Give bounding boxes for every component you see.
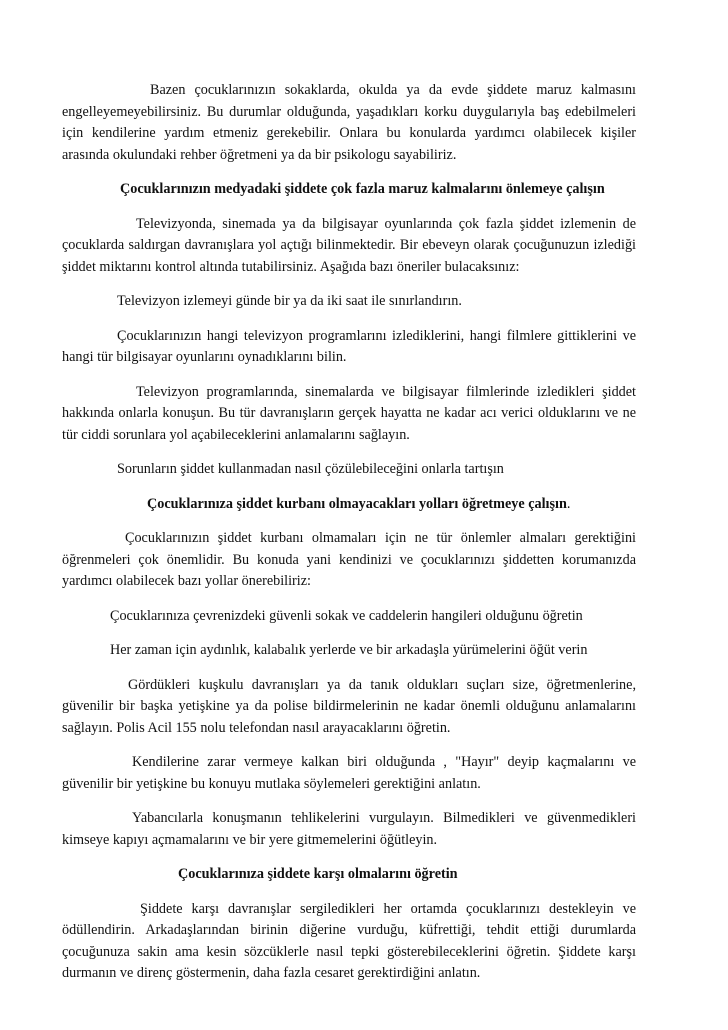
block-text: Sorunların şiddet kullanmadan nasıl çözülebileceğini onlarla tartışın (117, 461, 504, 477)
body-paragraph (62, 675, 636, 740)
list-line (62, 291, 636, 313)
block-text: Çocuklarınızın medyadaki şiddete çok fazla maruz kalmalarını önlemeye çalışın (120, 181, 605, 197)
section-heading (62, 179, 636, 201)
block-text: Gördükleri kuşkulu davranışları ya da tanık oldukları suçları size, öğretmenlerine, güvenilir bir başka yetişkine ya da polise bildirmelerinin ne kadar önemli olduğunu anlamalarını sağlayın. Polis Acil 155 nolu telefondan nasıl arayacaklarını öğretin. (62, 676, 636, 736)
list-line (62, 459, 636, 481)
block-text: Televizyonda, sinemada ya da bilgisayar oyunlarında çok fazla şiddet izlemenin de çocuklarda saldırgan davranışlara yol açtığı bilinmektedir. Bir ebeveyn olarak çocuğunuzun izlediği şiddet miktarını kontrol altında tutabilirsiniz. Aşağıda bazı öneriler bulacaksınız: (62, 215, 636, 275)
heading-suffix: . (566, 495, 571, 512)
body-paragraph (62, 326, 636, 369)
block-text: Çocuklarınıza şiddete karşı olmalarını öğretin (178, 866, 458, 882)
document-page (62, 80, 636, 998)
body-paragraph (62, 752, 636, 795)
list-line (62, 606, 636, 628)
body-paragraph (62, 899, 636, 985)
list-line (62, 640, 636, 662)
section-heading (62, 864, 636, 886)
body-paragraph (62, 528, 636, 593)
body-paragraph (62, 808, 636, 851)
block-text: Çocuklarınıza çevrenizdeki güvenli sokak ve caddelerin hangileri olduğunu öğretin (110, 607, 583, 624)
block-text: Çocuklarınızın şiddet kurbanı olmamaları için ne tür önlemler almaları gerektiğini öğrenmeleri çok önemlidir. Bu konuda yani kendinizi ve çocuklarınızı şiddetten korumanızda yardımcı olabilecek bazı yollar önerebiliriz: (62, 530, 636, 589)
block-text: Kendilerine zarar vermeye kalkan biri olduğunda , "Hayır" deyip kaçmalarını ve güvenilir bir yetişkine bu konuyu mutlaka söylemeleri gerektiğini anlatın. (62, 754, 636, 792)
block-text: Televizyon izlemeyi günde bir ya da iki saat ile sınırlandırın. (117, 293, 462, 309)
block-text: Şiddete karşı davranışlar sergiledikleri her ortamda çocuklarınızı destekleyin ve ödüllendirin. Arkadaşlarından birinin diğerine vurduğu, küfrettiği, tehdit ettiği durumlarda çocuğunuza sakin ama kesin sözcüklerle nasıl tepki gösterebileceklerini öğretin. Şiddete karşı durmanın ve direnç göstermenin, daha fazla cesaret gerektirdiğini anlatın. (62, 900, 636, 981)
block-text: Televizyon programlarında, sinemalarda ve bilgisayar filmlerinde izledikleri şiddet hakkında onlarla konuşun. Bu tür davranışların gerçek hayatta ne kadar acı verici olduklarını ve ne tür ciddi sorunlara yol açabileceklerini anlamalarını sağlayın. (62, 383, 636, 443)
block-text: Her zaman için aydınlık, kalabalık yerlerde ve bir arkadaşla yürümelerini öğüt verin (110, 642, 588, 658)
block-text: Bazen çocuklarınızın sokaklarda, okulda ya da evde şiddete maruz kalmasını engelleyemeyebilirsiniz. Bu durumlar olduğunda, yaşadıkları korku duygularıyla baş edebilmeleri için kendilerine yardım etmeniz gerekebilir. Onlara bu konularda yardımcı olabilecek kişiler arasında okulundaki rehber öğretmeni ya da bir psikologu sayabiliriz. (62, 82, 636, 163)
body-paragraph (62, 382, 636, 447)
block-text: Çocuklarınıza şiddet kurbanı olmayacakları yolları öğretmeye çalışın (147, 495, 567, 512)
section-heading (62, 494, 636, 516)
body-paragraph (62, 80, 636, 166)
block-text: Çocuklarınızın hangi televizyon programlarını izlediklerini, hangi filmlere gittiklerini ve hangi tür bilgisayar oyunlarını oynadıklarını bilin. (62, 327, 636, 365)
block-text: Yabancılarla konuşmanın tehlikelerini vurgulayın. Bilmedikleri ve güvenmedikleri kimseye kapıyı açmamalarını ve bir yere gitmemelerini öğütleyin. (62, 810, 636, 848)
body-paragraph (62, 214, 636, 279)
